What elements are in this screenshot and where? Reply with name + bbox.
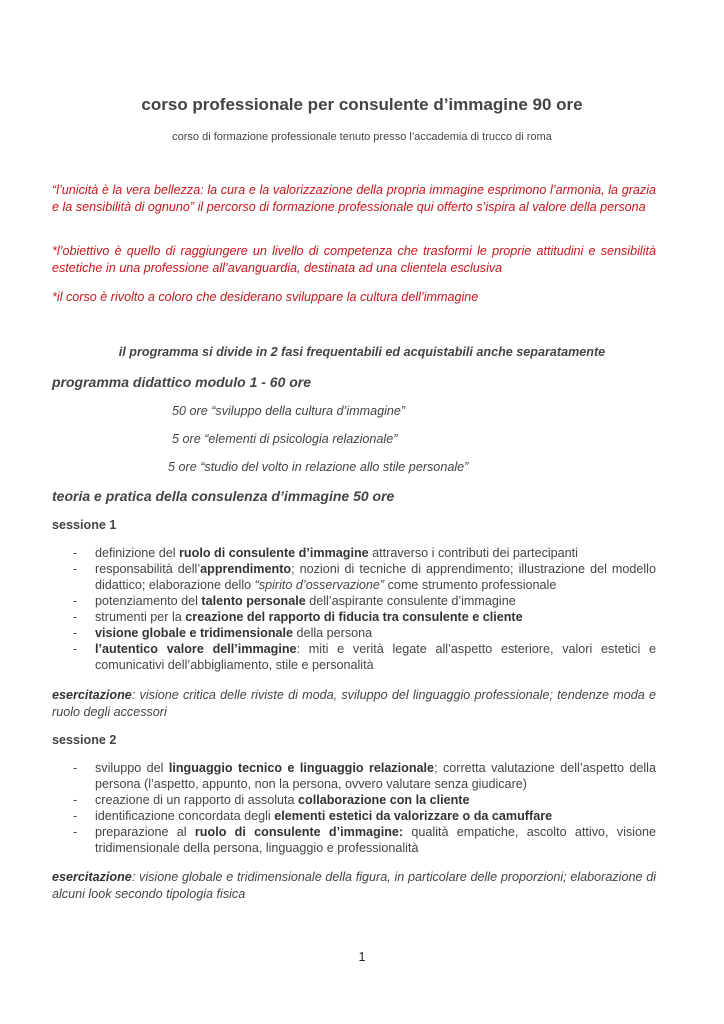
list-item: - l’autentico valore dell’immagine: miti e verità legate all’aspetto esteriore, valori estetici e comunicativi dell’abbigliamento, stile e personalità <box>73 642 656 672</box>
bullet-dash: - <box>73 761 78 775</box>
list-item: - preparazione al ruolo di consulente d’immagine: qualità empatiche, ascolto attivo, visione tridimensionale della persona, linguaggio e professionalità <box>73 825 656 855</box>
bullet-dash: - <box>73 809 78 823</box>
bullet-dash: - <box>73 546 78 560</box>
bullet-dash: - <box>73 610 78 624</box>
list-item: - responsabilità dell’apprendimento; nozioni di tecniche di apprendimento; illustrazione del modello didattico; elaborazione dello “spirito d’osservazione” come strumento professionale <box>73 562 656 592</box>
list-item: - potenziamento del talento personale dell’aspirante consulente d’immagine <box>73 594 516 608</box>
list-item: - strumenti per la creazione del rapporto di fiducia tra consulente e cliente <box>73 610 523 624</box>
module1-line: 5 ore “elementi di psicologia relazionale” <box>172 432 398 446</box>
session1-list <box>52 545 656 673</box>
list-item: - visione globale e tridimensionale della persona <box>73 626 373 640</box>
session1-heading: sessione 1 <box>52 518 117 532</box>
bullet-dash: - <box>73 825 78 839</box>
list-item: - definizione del ruolo di consulente d’immagine attraverso i contributi dei partecipanti <box>73 546 578 560</box>
module1-heading: programma didattico modulo 1 - 60 ore <box>52 374 312 390</box>
module1-line: 50 ore “sviluppo della cultura d’immagine” <box>172 404 406 418</box>
session2-exercise: esercitazione: visione globale e tridimensionale della figura, in particolare delle proporzioni; elaborazione di alcuni look secondo tipologia fisica <box>52 870 656 901</box>
list-item: - identificazione concordata degli elementi estetici da valorizzare o da camuffare <box>73 809 553 823</box>
bullet-dash: - <box>73 594 78 608</box>
bullet-dash: - <box>73 626 78 640</box>
list-item: - sviluppo del linguaggio tecnico e linguaggio relazionale; corretta valutazione dell’aspetto della persona (l’aspetto, appunto, non la persona, ovvero valutare senza giudicare) <box>73 761 656 791</box>
intro-quote: “l’unicità è la vera bellezza: la cura e la valorizzazione della propria immagine esprimono l’armonia, la grazia e la sensibilità di ognuno” il percorso di formazione professionale qui offerto s’ispira al valore della persona <box>52 183 656 214</box>
bullet-dash: - <box>73 562 78 576</box>
theory-heading: teoria e pratica della consulenza d’immagine 50 ore <box>52 488 395 504</box>
module1-line: 5 ore “studio del volto in relazione allo stile personale” <box>168 460 469 474</box>
document-subtitle: corso di formazione professionale tenuto presso l’accademia di trucco di roma <box>172 131 552 143</box>
session1-exercise: esercitazione: visione critica delle riviste di moda, sviluppo del linguaggio professionale; tendenze moda e ruolo degli accessori <box>52 688 656 719</box>
bullet-dash: - <box>73 642 78 656</box>
session2-list <box>52 760 656 856</box>
list-item: - creazione di un rapporto di assoluta collaborazione con la cliente <box>73 793 470 807</box>
document-title: corso professionale per consulente d’immagine 90 ore <box>141 95 583 114</box>
intro-audience: *il corso è rivolto a coloro che desiderano sviluppare la cultura dell’immagine <box>52 290 479 304</box>
intro-objective: *l’obiettivo è quello di raggiungere un livello di competenza che trasformi le proprie attitudini e sensibilità estetiche in una professione all’avanguardia, destinata ad una clientela esclusiva <box>52 244 656 275</box>
program-phases-note: il programma si divide in 2 fasi frequentabili ed acquistabili anche separatamente <box>118 345 606 359</box>
bullet-dash: - <box>73 793 78 807</box>
session2-heading: sessione 2 <box>52 733 117 747</box>
page-number: 1 <box>358 950 366 964</box>
